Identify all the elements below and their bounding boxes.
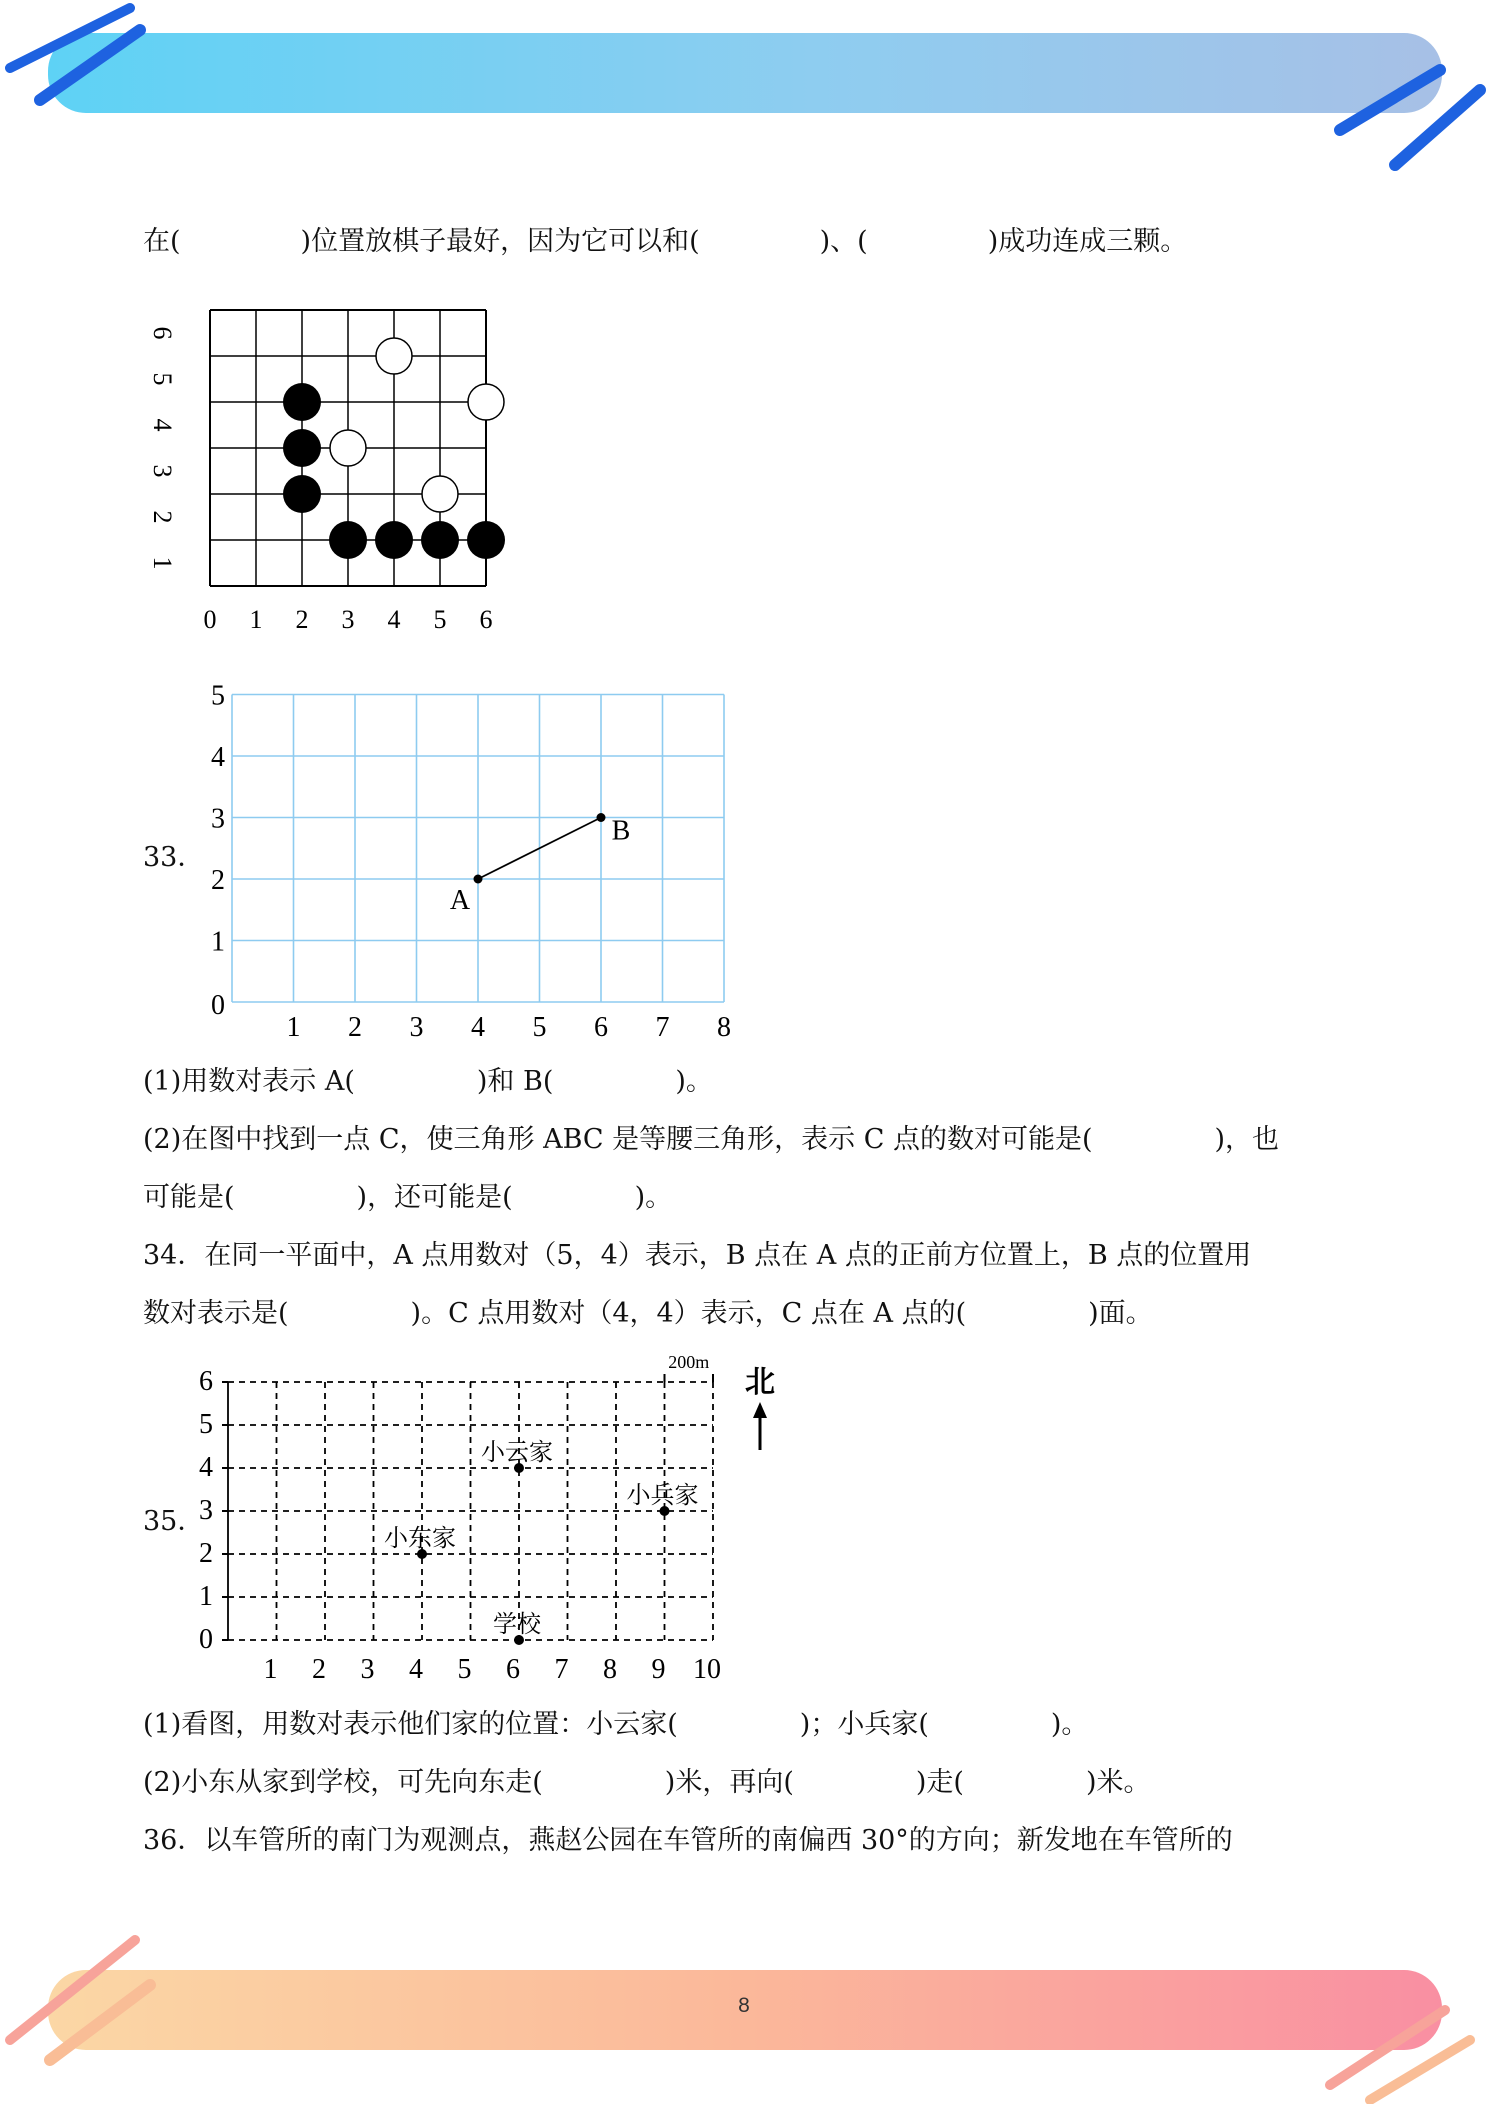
y-tick-label: 3 bbox=[211, 803, 225, 835]
board-x-label: 4 bbox=[387, 605, 401, 634]
map-x-label: 5 bbox=[457, 1654, 472, 1685]
y-tick-label: 4 bbox=[211, 742, 225, 773]
map-y-label: 4 bbox=[199, 1452, 213, 1483]
top-right-stripe bbox=[1340, 70, 1440, 130]
map-x-label: 3 bbox=[360, 1654, 375, 1685]
y-tick-label: 5 bbox=[211, 680, 225, 712]
q33-number: 33． bbox=[143, 842, 205, 873]
black-stone bbox=[329, 521, 367, 559]
place-label: 学校 bbox=[493, 1610, 541, 1638]
scale-label: 200m bbox=[668, 1352, 710, 1372]
black-stone bbox=[421, 521, 459, 559]
place-label: 小兵家 bbox=[626, 1481, 699, 1509]
board-x-label: 6 bbox=[479, 605, 493, 634]
y-tick-label: 2 bbox=[211, 865, 225, 896]
q33-part2-cont bbox=[143, 1178, 672, 1218]
q33-p2-text-d: )，还可能是( bbox=[356, 1182, 513, 1213]
q35-p1-text-c: )。 bbox=[1050, 1709, 1089, 1740]
x-tick-label: 0 bbox=[211, 990, 225, 1021]
x-tick-label: 7 bbox=[655, 1012, 670, 1043]
board-y-label: 5 bbox=[148, 372, 178, 386]
place-label: 小东家 bbox=[384, 1524, 456, 1552]
q34-line2 bbox=[143, 1294, 1153, 1334]
north-arrow-head bbox=[753, 1402, 767, 1418]
board-x-label: 3 bbox=[341, 605, 355, 634]
map-y-label: 3 bbox=[199, 1495, 213, 1526]
coordinate-grid bbox=[190, 670, 750, 1050]
point-a bbox=[474, 875, 483, 884]
q34-text-c: )面。 bbox=[1088, 1298, 1153, 1329]
map-y-label: 1 bbox=[199, 1581, 213, 1612]
q33-p1-text-b: )和 B( bbox=[476, 1066, 554, 1097]
q35-part2 bbox=[143, 1763, 1150, 1803]
q36-line1: 36．以车管所的南门为观测点，燕赵公园在车管所的南偏西 30°的方向；新发地在车管所的 bbox=[143, 1825, 1233, 1856]
map-x-label: 10 bbox=[693, 1654, 721, 1685]
location-map bbox=[190, 1340, 820, 1690]
q35-p1-text-a: (1)看图，用数对表示他们家的位置：小云家( bbox=[143, 1709, 678, 1740]
place-label: 小云家 bbox=[481, 1438, 553, 1466]
q34-line1: 34．在同一平面中，A 点用数对（5，4）表示，B 点在 A 点的正前方位置上，B 点的位置用 bbox=[143, 1240, 1252, 1271]
x-tick-label: 3 bbox=[409, 1012, 424, 1043]
x-tick-label: 6 bbox=[594, 1012, 608, 1043]
white-stone bbox=[422, 476, 458, 512]
y-tick-label: 1 bbox=[211, 926, 225, 958]
board-y-label: 1 bbox=[148, 556, 178, 570]
page-number: 8 bbox=[738, 1994, 750, 2017]
x-tick-label: 8 bbox=[717, 1012, 731, 1043]
q33-p2-text-e: )。 bbox=[634, 1182, 673, 1213]
q33-part2 bbox=[143, 1120, 1279, 1160]
q33-p1-text-c: )。 bbox=[675, 1066, 713, 1097]
q32-text-c: )、( bbox=[819, 226, 868, 257]
map-x-label: 1 bbox=[263, 1654, 278, 1685]
board-x-label: 0 bbox=[203, 605, 217, 634]
q34-text-a: 数对表示是( bbox=[143, 1298, 289, 1329]
board-x-label: 5 bbox=[433, 605, 447, 634]
q35-p2-text-c: )走( bbox=[915, 1767, 964, 1798]
north-label: 北 bbox=[745, 1365, 775, 1400]
board-y-label: 2 bbox=[148, 510, 178, 524]
point-label: B bbox=[611, 815, 631, 847]
board-y-label: 3 bbox=[148, 464, 178, 478]
black-stone bbox=[283, 383, 321, 421]
q32-text-b: )位置放棋子最好，因为它可以和( bbox=[300, 226, 700, 257]
q35-p2-text-a: (2)小东从家到学校，可先向东走( bbox=[143, 1767, 543, 1798]
x-tick-label: 2 bbox=[348, 1012, 362, 1043]
black-stone bbox=[283, 475, 321, 513]
q35-number: 35． bbox=[143, 1506, 205, 1537]
x-tick-label: 4 bbox=[471, 1012, 485, 1043]
point-b bbox=[597, 813, 606, 822]
q33-p2-text-a: (2)在图中找到一点 C，使三角形 ABC 是等腰三角形，表示 C 点的数对可能是( bbox=[143, 1124, 1093, 1155]
black-stone bbox=[467, 521, 505, 559]
q32-text-d: )成功连成三颗。 bbox=[987, 226, 1188, 257]
top-right-stripe bbox=[1395, 90, 1480, 165]
q32-text-a: 在( bbox=[143, 226, 181, 257]
q35-part1 bbox=[143, 1705, 1088, 1745]
map-x-label: 6 bbox=[506, 1654, 520, 1685]
q34-text-b: )。C 点用数对（4，4）表示，C 点在 A 点的( bbox=[410, 1298, 967, 1329]
q35-p2-text-b: )米，再向( bbox=[664, 1767, 794, 1798]
x-tick-label: 5 bbox=[532, 1012, 547, 1043]
white-stone bbox=[468, 384, 504, 420]
map-x-label: 7 bbox=[554, 1654, 569, 1685]
q35-p1-text-b: )；小兵家( bbox=[799, 1709, 929, 1740]
bottom-right-stripe bbox=[1330, 2010, 1445, 2085]
map-y-label: 2 bbox=[199, 1538, 213, 1569]
map-x-label: 4 bbox=[409, 1654, 423, 1685]
board-x-label: 1 bbox=[249, 605, 263, 634]
q33-p2-text-c: 可能是( bbox=[143, 1182, 235, 1213]
black-stone bbox=[375, 521, 413, 559]
white-stone bbox=[330, 430, 366, 466]
go-board bbox=[130, 280, 530, 640]
map-x-label: 2 bbox=[312, 1654, 326, 1685]
map-x-label: 8 bbox=[603, 1654, 617, 1685]
map-y-label: 5 bbox=[199, 1409, 213, 1440]
bottom-left-stripe bbox=[10, 1940, 135, 2040]
board-x-label: 2 bbox=[295, 605, 309, 634]
map-x-label: 9 bbox=[651, 1654, 666, 1685]
board-y-label: 4 bbox=[148, 418, 178, 432]
black-stone bbox=[283, 429, 321, 467]
map-y-label: 0 bbox=[199, 1624, 213, 1655]
top-left-stripe bbox=[10, 8, 130, 68]
white-stone bbox=[376, 338, 412, 374]
q32-question bbox=[143, 222, 1187, 262]
map-y-label: 6 bbox=[199, 1366, 213, 1397]
q33-p2-text-b: )，也 bbox=[1214, 1124, 1280, 1155]
q33-p1-text-a: (1)用数对表示 A( bbox=[143, 1066, 355, 1097]
q35-p2-text-d: )米。 bbox=[1085, 1767, 1151, 1798]
x-tick-label: 1 bbox=[286, 1012, 301, 1043]
point-label: A bbox=[449, 885, 471, 916]
board-y-label: 6 bbox=[148, 326, 178, 340]
q33-part1 bbox=[143, 1062, 713, 1102]
